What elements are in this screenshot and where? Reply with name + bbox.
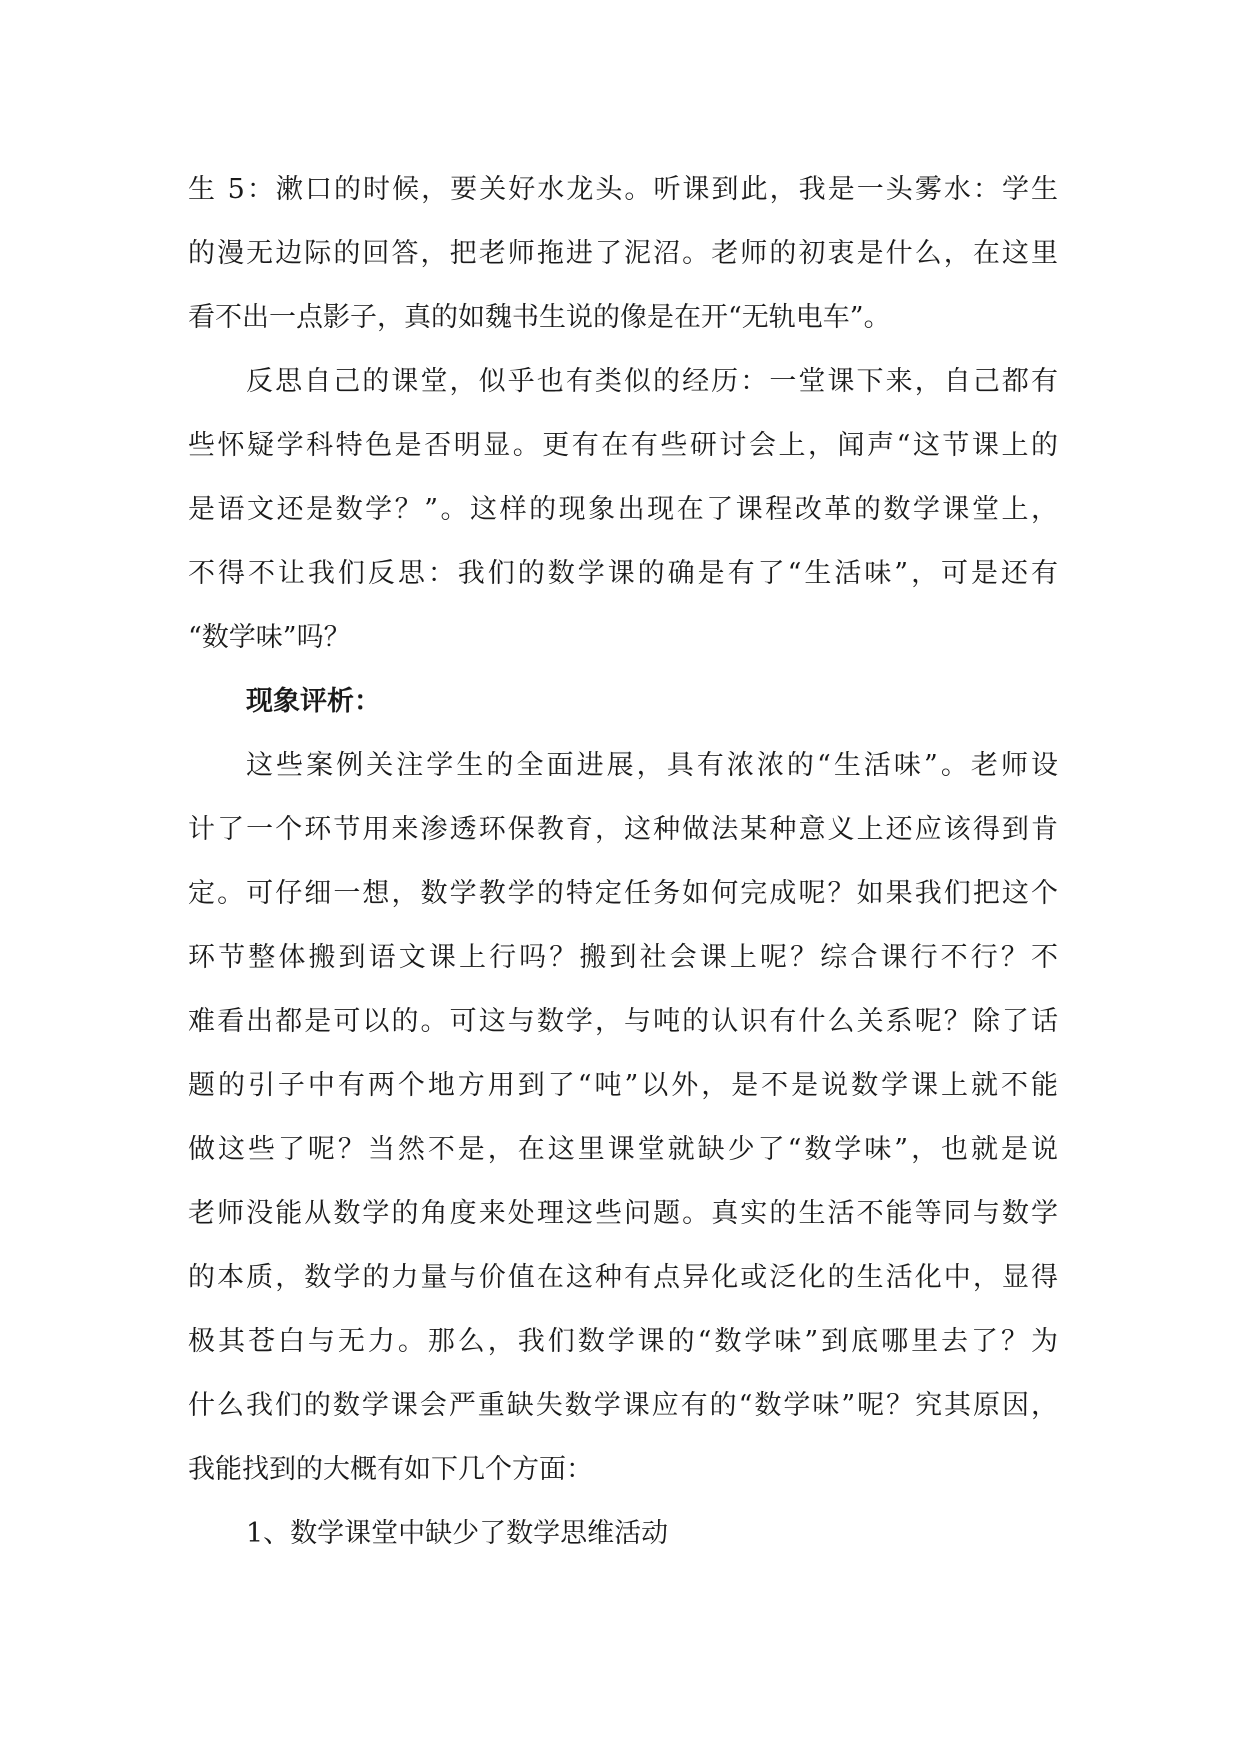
- text-line: 看不出一点影子，真的如魏书生说的像是在开“无轨电车”。: [188, 302, 891, 333]
- text-line: 是语文还是数学？”。这样的现象出现在了课程改革的数学课堂上，: [188, 494, 1058, 525]
- text-line: 做这些了呢？当然不是，在这里课堂就缺少了“数学味”，也就是说: [188, 1134, 1058, 1165]
- text-line: 什么我们的数学课会严重缺失数学课应有的“数学味”呢？究其原因，: [188, 1390, 1058, 1421]
- text-line: “数学味”吗？: [188, 622, 351, 653]
- text-line: 不得不让我们反思：我们的数学课的确是有了“生活味”，可是还有: [188, 558, 1058, 589]
- section-heading: 现象评析：: [246, 686, 381, 717]
- text-line: 题的引子中有两个地方用到了“吨”以外，是不是说数学课上就不能: [188, 1070, 1058, 1101]
- numbered-item: 1、数学课堂中缺少了数学思维活动: [246, 1518, 669, 1549]
- text-line: 定。可仔细一想，数学教学的特定任务如何完成呢？如果我们把这个: [188, 878, 1058, 909]
- text-line: 的本质，数学的力量与价值在这种有点异化或泛化的生活化中，显得: [188, 1262, 1058, 1293]
- text-line: 的漫无边际的回答，把老师拖进了泥沼。老师的初衷是什么，在这里: [188, 238, 1058, 269]
- text-line: 极其苍白与无力。那么，我们数学课的“数学味”到底哪里去了？为: [188, 1326, 1058, 1357]
- text-line: 老师没能从数学的角度来处理这些问题。真实的生活不能等同与数学: [188, 1198, 1058, 1229]
- text-line: 这些案例关注学生的全面进展，具有浓浓的“生活味”。老师设: [246, 750, 1058, 781]
- text-line: 计了一个环节用来渗透环保教育，这种做法某种意义上还应该得到肯: [188, 814, 1058, 845]
- text-line: 难看出都是可以的。可这与数学，与吨的认识有什么关系呢？除了话: [188, 1006, 1058, 1037]
- text-line: 反思自己的课堂，似乎也有类似的经历：一堂课下来，自己都有: [246, 366, 1058, 397]
- text-line: 我能找到的大概有如下几个方面：: [188, 1454, 593, 1485]
- text-line: 些怀疑学科特色是否明显。更有在有些研讨会上，闻声“这节课上的: [188, 430, 1058, 461]
- text-line: 环节整体搬到语文课上行吗？搬到社会课上呢？综合课行不行？不: [188, 942, 1058, 973]
- document-body: [188, 158, 1058, 1566]
- text-line: 生 5：漱口的时候，要关好水龙头。听课到此，我是一头雾水：学生: [188, 174, 1058, 205]
